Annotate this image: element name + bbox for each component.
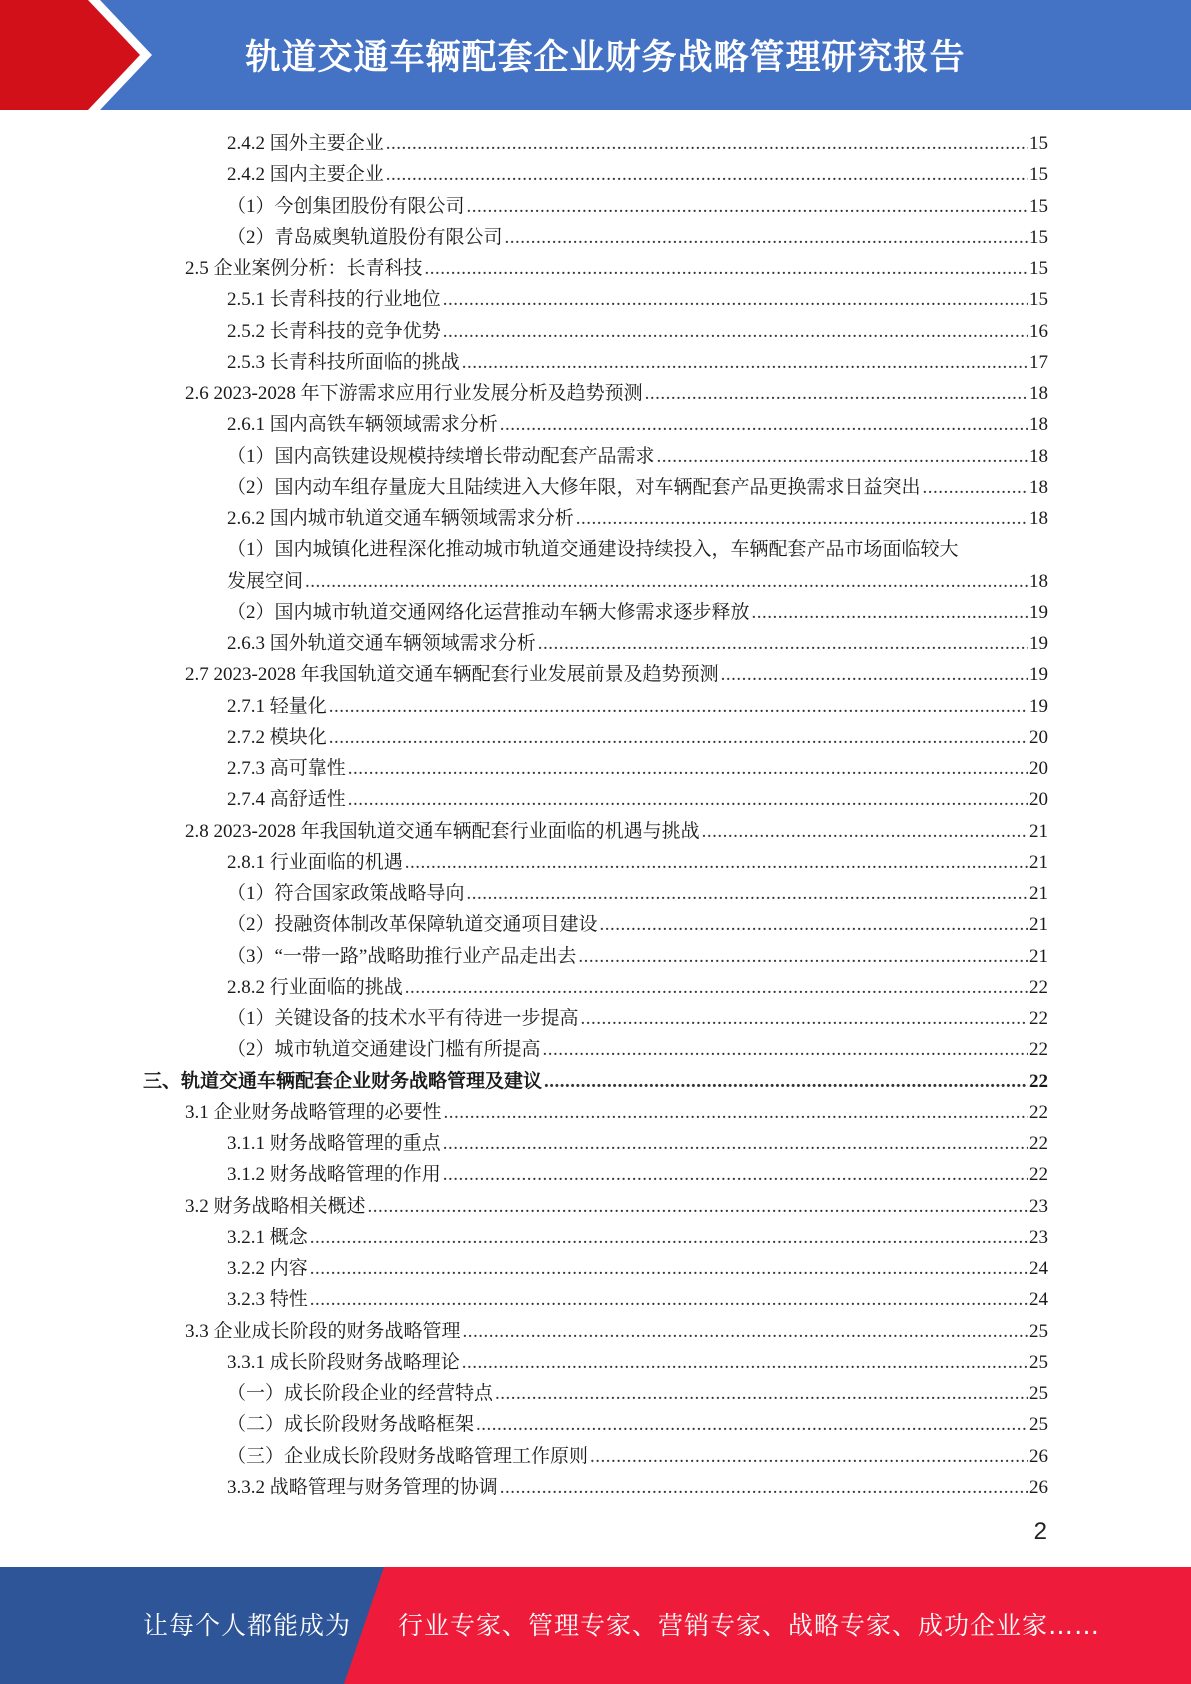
toc-entry-text: 三、轨道交通车辆配套企业财务战略管理及建议 (143, 1070, 543, 1092)
toc-entry[interactable] (0, 1191, 1191, 1222)
toc-entry-text: 3.2.1 概念 (227, 1226, 308, 1248)
toc-entry-line (227, 753, 1048, 784)
toc-entry-line (227, 1409, 1048, 1440)
toc-entry-line (185, 1191, 1048, 1222)
toc-entry-text: （2）青岛威奥轨道股份有限公司 (227, 226, 503, 248)
toc-entry-line (227, 972, 1048, 1003)
toc-entry-text: 2.7.2 模块化 (227, 726, 327, 748)
toc-entry-page: 19 (1029, 601, 1048, 623)
toc-entry-line (185, 659, 1048, 690)
toc-entry[interactable] (0, 378, 1191, 409)
toc-entry[interactable] (0, 1316, 1191, 1347)
toc-entry-page: 25 (1029, 1351, 1048, 1373)
toc-entry-text: 2.5.1 长青科技的行业地位 (227, 289, 441, 311)
toc-entry[interactable] (0, 628, 1191, 659)
table-of-contents (0, 128, 1191, 1503)
toc-dot-leader (348, 784, 1028, 815)
toc-entry-page: 17 (1029, 351, 1048, 373)
toc-entry-text: 3.2 财务战略相关概述 (185, 1195, 366, 1217)
toc-entry-page: 15 (1029, 258, 1048, 279)
toc-entry-text: 3.3.2 战略管理与财务管理的协调 (227, 1476, 498, 1498)
toc-dot-leader (462, 347, 1028, 378)
toc-entry-page: 20 (1029, 789, 1048, 811)
toc-entry[interactable] (0, 347, 1191, 378)
footer-banner (0, 1567, 1191, 1684)
toc-entry-text: （2）投融资体制改革保障轨道交通项目建设 (227, 914, 598, 936)
toc-entry-line (143, 1066, 1048, 1097)
toc-dot-leader (752, 597, 1028, 628)
toc-entry-page: 22 (1029, 1133, 1048, 1154)
toc-entry-line (227, 503, 1048, 534)
toc-entry-text: （1）符合国家政策战略导向 (227, 883, 465, 904)
toc-entry-page: 19 (1029, 633, 1048, 654)
toc-entry-line (227, 722, 1048, 753)
toc-dot-leader (443, 1159, 1028, 1190)
toc-entry-text: 2.7.4 高舒适性 (227, 789, 346, 811)
toc-entry-text: （2）城市轨道交通建设门槛有所提高 (227, 1039, 541, 1061)
toc-entry-text: （1）国内城镇化进程深化推动城市轨道交通建设持续投入，车辆配套产品市场面临较大 (227, 539, 959, 561)
toc-dot-leader (702, 816, 1028, 847)
toc-entry-text: 3.2.3 特性 (227, 1289, 308, 1311)
toc-entry[interactable] (0, 1097, 1191, 1128)
toc-dot-leader (310, 1222, 1028, 1253)
toc-dot-leader (405, 847, 1028, 878)
toc-entry-page: 20 (1029, 726, 1048, 748)
toc-entry-text: （1）今创集团股份有限公司 (227, 195, 465, 217)
toc-entry-line (227, 1128, 1048, 1159)
toc-entry-text: （2）国内动车组存量庞大且陆续进入大修年限，对车辆配套产品更换需求日益突出 (227, 476, 921, 498)
footer-slogan-right: 行业专家、管理专家、营销专家、战略专家、成功企业家…… (398, 1611, 1101, 1640)
toc-entry-line (227, 784, 1048, 815)
toc-entry-text: 3.1 企业财务战略管理的必要性 (185, 1101, 442, 1123)
toc-entry[interactable] (0, 1253, 1191, 1284)
toc-entry-page: 15 (1029, 226, 1048, 248)
toc-entry[interactable] (0, 1159, 1191, 1190)
toc-entry[interactable] (0, 1441, 1191, 1472)
toc-entry-text: 2.6.2 国内城市轨道交通车辆领域需求分析 (227, 508, 574, 529)
toc-dot-leader (463, 1316, 1028, 1347)
toc-entry-text: 3.1.2 财务战略管理的作用 (227, 1164, 441, 1186)
toc-entry-page: 21 (1029, 851, 1048, 873)
toc-entry-line (185, 816, 1048, 847)
toc-entry-page: 18 (1029, 414, 1048, 436)
toc-dot-leader (443, 1128, 1028, 1159)
toc-entry-line (227, 691, 1048, 722)
toc-entry-text: （2）国内城市轨道交通网络化运营推动车辆大修需求逐步释放 (227, 601, 750, 623)
toc-entry-line (227, 1347, 1048, 1378)
toc-dot-leader (645, 378, 1028, 409)
toc-entry-line (227, 1441, 1048, 1472)
toc-dot-leader (581, 1003, 1028, 1034)
toc-entry-page: 26 (1029, 1476, 1048, 1498)
toc-entry-text: （1）关键设备的技术水平有待进一步提高 (227, 1008, 579, 1029)
toc-entry-text: 2.5.3 长青科技所面临的挑战 (227, 351, 460, 373)
toc-dot-leader (310, 1253, 1028, 1284)
toc-entry[interactable] (0, 1347, 1191, 1378)
toc-dot-leader (538, 628, 1028, 659)
toc-dot-leader (386, 128, 1028, 159)
toc-entry-line (227, 847, 1048, 878)
toc-entry-line (227, 1378, 1048, 1409)
toc-entry[interactable] (0, 441, 1191, 472)
toc-entry-line (227, 941, 1048, 972)
toc-entry[interactable] (0, 503, 1191, 534)
toc-entry-text: （3）“一带一路”战略助推行业产品走出去 (227, 945, 577, 967)
toc-entry-line (227, 222, 1048, 253)
toc-entry-text: 2.7.1 轻量化 (227, 695, 327, 717)
toc-entry-line (227, 1222, 1048, 1253)
header-banner (0, 0, 1191, 110)
toc-entry-page: 18 (1029, 445, 1048, 467)
report-title: 轨道交通车辆配套企业财务战略管理研究报告 (245, 38, 966, 78)
toc-entry[interactable] (0, 1378, 1191, 1409)
toc-dot-leader (544, 1066, 1028, 1097)
toc-entry-page: 15 (1029, 164, 1048, 186)
toc-dot-leader (329, 722, 1028, 753)
toc-entry-text: （三）企业成长阶段财务战略管理工作原则 (227, 1445, 589, 1467)
toc-entry-line (227, 566, 1048, 597)
toc-entry-text: 2.6.1 国内高铁车辆领域需求分析 (227, 414, 498, 436)
toc-dot-leader (495, 1378, 1028, 1409)
toc-entry-line (227, 128, 1048, 159)
toc-dot-leader (578, 941, 1028, 972)
toc-dot-leader (444, 1097, 1028, 1128)
toc-entry-line (185, 1097, 1048, 1128)
toc-dot-leader (443, 316, 1028, 347)
toc-dot-leader (425, 253, 1028, 284)
toc-dot-leader (590, 1441, 1028, 1472)
toc-entry[interactable] (0, 1284, 1191, 1315)
toc-entry-page: 23 (1029, 1195, 1048, 1217)
toc-entry[interactable] (0, 847, 1191, 878)
toc-dot-leader (348, 753, 1028, 784)
toc-dot-leader (329, 691, 1028, 722)
toc-entry-page: 18 (1029, 570, 1048, 592)
toc-entry[interactable] (0, 534, 1191, 565)
toc-entry-page: 15 (1029, 133, 1048, 154)
toc-entry-line (227, 597, 1048, 628)
toc-entry[interactable] (0, 566, 1191, 597)
toc-entry-page: 25 (1029, 1320, 1048, 1342)
toc-dot-leader (500, 409, 1028, 440)
toc-entry[interactable] (0, 222, 1191, 253)
toc-entry-text: 3.1.1 财务战略管理的重点 (227, 1133, 441, 1154)
toc-entry-text: 发展空间 (227, 570, 304, 592)
toc-entry[interactable] (0, 972, 1191, 1003)
toc-entry-line (227, 316, 1048, 347)
toc-entry[interactable] (0, 941, 1191, 972)
toc-dot-leader (368, 1191, 1028, 1222)
toc-entry-text: 2.7.3 高可靠性 (227, 758, 346, 779)
toc-dot-leader (721, 659, 1028, 690)
toc-entry[interactable] (0, 878, 1191, 909)
toc-dot-leader (462, 1347, 1028, 1378)
toc-entry-page: 15 (1029, 195, 1048, 217)
toc-entry-page: 22 (1029, 976, 1048, 998)
toc-entry[interactable] (0, 1222, 1191, 1253)
toc-dot-leader (443, 284, 1028, 315)
toc-dot-leader (923, 472, 1028, 503)
toc-entry[interactable] (0, 159, 1191, 190)
toc-entry-text: 3.3.1 成长阶段财务战略理论 (227, 1351, 460, 1373)
toc-entry-text: （1）国内高铁建设规模持续增长带动配套产品需求 (227, 445, 655, 467)
toc-dot-leader (543, 1034, 1028, 1065)
toc-entry-page: 18 (1029, 508, 1048, 529)
toc-entry[interactable] (0, 753, 1191, 784)
toc-entry[interactable] (0, 1066, 1191, 1097)
toc-dot-leader (386, 159, 1028, 190)
toc-dot-leader (305, 566, 1028, 597)
toc-dot-leader (405, 972, 1028, 1003)
toc-entry-text: 3.3 企业成长阶段的财务战略管理 (185, 1320, 461, 1342)
toc-entry-line (227, 1034, 1048, 1065)
toc-entry[interactable] (0, 191, 1191, 222)
toc-entry-page: 18 (1029, 383, 1048, 404)
toc-entry-line (227, 628, 1048, 659)
toc-dot-leader (467, 191, 1028, 222)
toc-entry-line (227, 472, 1048, 503)
toc-entry-line (227, 1253, 1048, 1284)
toc-entry-page: 26 (1029, 1445, 1048, 1467)
toc-entry-text: 2.4.2 国内主要企业 (227, 164, 384, 186)
toc-entry[interactable] (0, 816, 1191, 847)
toc-entry-line (227, 441, 1048, 472)
toc-entry-line (227, 284, 1048, 315)
toc-entry-line (227, 409, 1048, 440)
toc-entry[interactable] (0, 784, 1191, 815)
toc-entry[interactable] (0, 691, 1191, 722)
toc-entry[interactable] (0, 659, 1191, 690)
toc-entry-text: 2.6.3 国外轨道交通车辆领域需求分析 (227, 633, 536, 654)
toc-entry-text: （二）成长阶段财务战略框架 (227, 1414, 475, 1436)
toc-entry-page: 18 (1029, 476, 1048, 498)
toc-entry[interactable] (0, 1472, 1191, 1503)
toc-entry-text: 2.4.2 国外主要企业 (227, 133, 384, 154)
toc-entry-line (227, 191, 1048, 222)
toc-entry-page: 22 (1029, 1164, 1048, 1186)
toc-entry-line (227, 1003, 1048, 1034)
toc-entry[interactable] (0, 909, 1191, 940)
toc-entry-text: 2.7 2023-2028 年我国轨道交通车辆配套行业发展前景及趋势预测 (185, 664, 719, 686)
toc-entry-line (227, 1159, 1048, 1190)
toc-entry[interactable] (0, 253, 1191, 284)
toc-entry-line (185, 378, 1048, 409)
toc-entry[interactable] (0, 1034, 1191, 1065)
toc-entry-page: 22 (1029, 1008, 1048, 1029)
toc-entry-page: 19 (1029, 695, 1048, 717)
toc-entry-page: 15 (1029, 289, 1048, 311)
toc-entry-line (185, 253, 1048, 284)
toc-entry-page: 25 (1029, 1383, 1048, 1404)
toc-entry[interactable] (0, 472, 1191, 503)
toc-entry-line (227, 1472, 1048, 1503)
toc-entry-text: 2.8 2023-2028 年我国轨道交通车辆配套行业面临的机遇与挑战 (185, 820, 700, 842)
toc-dot-leader (657, 441, 1028, 472)
toc-entry-page: 24 (1029, 1258, 1048, 1279)
toc-entry-page: 22 (1029, 1101, 1048, 1123)
toc-entry-page: 22 (1029, 1039, 1048, 1061)
toc-dot-leader (505, 222, 1028, 253)
toc-dot-leader (500, 1472, 1028, 1503)
toc-dot-leader (467, 878, 1028, 909)
toc-entry-page: 23 (1029, 1226, 1048, 1248)
toc-entry-text: 2.8.2 行业面临的挑战 (227, 976, 403, 998)
toc-entry-line (227, 1284, 1048, 1315)
toc-entry-text: 2.5 企业案例分析：长青科技 (185, 258, 423, 279)
toc-dot-leader (600, 909, 1028, 940)
toc-entry-text: （一）成长阶段企业的经营特点 (227, 1383, 494, 1404)
toc-entry-line (227, 159, 1048, 190)
toc-entry-page: 16 (1029, 320, 1048, 342)
toc-entry-line (185, 1316, 1048, 1347)
toc-entry-page: 21 (1029, 945, 1048, 967)
toc-entry-page: 21 (1029, 883, 1048, 904)
toc-entry-text: 2.6 2023-2028 年下游需求应用行业发展分析及趋势预测 (185, 383, 643, 404)
toc-entry[interactable] (0, 597, 1191, 628)
toc-entry-page: 19 (1029, 664, 1048, 686)
toc-entry[interactable] (0, 409, 1191, 440)
toc-entry-text: 3.2.2 内容 (227, 1258, 308, 1279)
toc-entry-page: 20 (1029, 758, 1048, 779)
toc-entry-page: 21 (1029, 914, 1048, 936)
toc-entry-text: 2.5.2 长青科技的竞争优势 (227, 320, 441, 342)
toc-entry-line (227, 909, 1048, 940)
toc-entry-page: 22 (1029, 1070, 1048, 1092)
toc-entry[interactable] (0, 128, 1191, 159)
toc-entry-line (227, 347, 1048, 378)
toc-entry-page: 21 (1029, 820, 1048, 842)
toc-entry[interactable] (0, 722, 1191, 753)
page-number: 2 (1033, 1518, 1047, 1545)
toc-entry[interactable] (0, 316, 1191, 347)
toc-dot-leader (310, 1284, 1028, 1315)
toc-dot-leader (576, 503, 1028, 534)
toc-entry[interactable] (0, 284, 1191, 315)
footer-slogan-left: 让每个人都能成为 (143, 1611, 352, 1640)
toc-entry[interactable] (0, 1409, 1191, 1440)
toc-entry-text: 2.8.1 行业面临的机遇 (227, 851, 403, 873)
toc-entry-page: 25 (1029, 1414, 1048, 1436)
toc-entry[interactable] (0, 1003, 1191, 1034)
toc-entry-page: 24 (1029, 1289, 1048, 1311)
toc-entry[interactable] (0, 1128, 1191, 1159)
toc-entry-line (227, 878, 1048, 909)
toc-dot-leader (476, 1409, 1028, 1440)
